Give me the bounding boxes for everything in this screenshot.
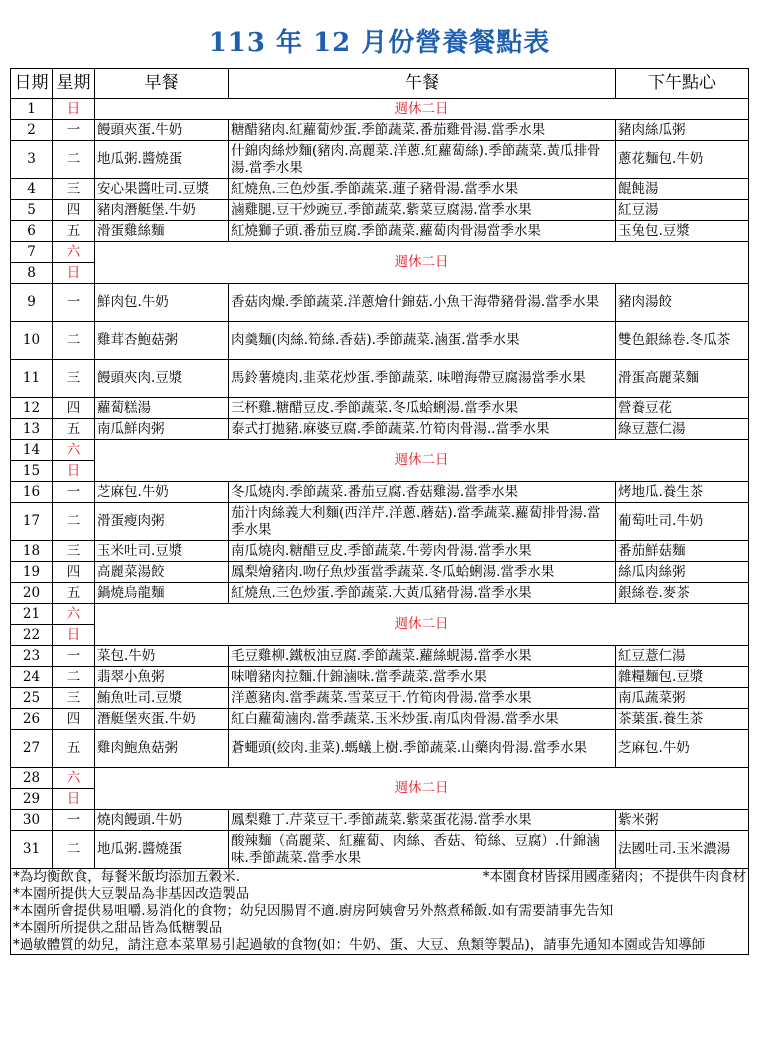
holiday-cell: 週休二日: [95, 604, 749, 646]
weekday-cell: 二: [53, 322, 95, 360]
table-row: [11, 646, 749, 667]
table-row: [11, 667, 749, 688]
date-cell: 6: [11, 221, 53, 242]
table-row: [11, 179, 749, 200]
table-row: [11, 583, 749, 604]
weekday-cell: 二: [53, 831, 95, 869]
breakfast-cell: 地瓜粥.醬燒蛋: [95, 141, 229, 179]
weekday-cell: 二: [53, 141, 95, 179]
table-row: [11, 221, 749, 242]
weekday-cell: 六: [53, 768, 95, 789]
weekday-cell: 一: [53, 120, 95, 141]
weekday-cell: 一: [53, 646, 95, 667]
table-row: [11, 360, 749, 398]
date-cell: 30: [11, 810, 53, 831]
snack-cell: 葡萄吐司.牛奶: [616, 503, 749, 541]
breakfast-cell: 滑蛋瘦肉粥: [95, 503, 229, 541]
lunch-cell: 泰式打拋豬.麻婆豆腐.季節蔬菜.竹筍肉骨湯..當季水果: [229, 419, 616, 440]
breakfast-cell: 鮮肉包.牛奶: [95, 284, 229, 322]
breakfast-cell: 地瓜粥.醬燒蛋: [95, 831, 229, 869]
date-cell: 7: [11, 242, 53, 263]
lunch-cell: 味噌豬肉拉麵.什錦滷味.當季蔬菜.當季水果: [229, 667, 616, 688]
table-row: [11, 322, 749, 360]
breakfast-cell: 安心果醬吐司.豆漿: [95, 179, 229, 200]
weekday-cell: 六: [53, 440, 95, 461]
table-row: [11, 541, 749, 562]
lunch-cell: 茄汁肉絲義大利麵(西洋芹.洋蔥.蘑菇).當季蔬菜.蘿蔔排骨湯.當季水果: [229, 503, 616, 541]
lunch-cell: 酸辣麵（高麗菜、紅蘿蔔、肉絲、香菇、筍絲、豆腐）.什錦滷味.季節蔬菜.當季水果: [229, 831, 616, 869]
breakfast-cell: 饅頭夾肉.豆漿: [95, 360, 229, 398]
date-cell: 26: [11, 709, 53, 730]
breakfast-cell: 蘿蔔糕湯: [95, 398, 229, 419]
breakfast-cell: 南瓜鮮肉粥: [95, 419, 229, 440]
table-row: [11, 242, 749, 263]
weekday-cell: 五: [53, 221, 95, 242]
breakfast-cell: 雞茸杏鮑菇粥: [95, 322, 229, 360]
lunch-cell: 糖醋豬肉.紅蘿蔔炒蛋.季節蔬菜.番茄雞骨湯.當季水果: [229, 120, 616, 141]
header-snack: 下午點心: [616, 69, 749, 99]
breakfast-cell: 翡翠小魚粥: [95, 667, 229, 688]
lunch-cell: 洋蔥豬肉.當季蔬菜.雪菜豆干.竹筍肉骨湯.當季水果: [229, 688, 616, 709]
lunch-cell: 鳳梨燴豬肉.吻仔魚炒蛋當季蔬菜.冬瓜蛤蜊湯.當季水果: [229, 562, 616, 583]
weekday-cell: 六: [53, 242, 95, 263]
lunch-cell: 毛豆雞柳.鐵板油豆腐.季節蔬菜.蘿絲蜆湯.當季水果: [229, 646, 616, 667]
table-row: [11, 562, 749, 583]
weekday-cell: 四: [53, 200, 95, 221]
note-5: *過敏體質的幼兒，請注意本菜單易引起過敏的食物(如：牛奶、蛋、大豆、魚類等製品)，請事先通知本園或告知導師: [13, 937, 706, 953]
date-cell: 28: [11, 768, 53, 789]
lunch-cell: 肉羹麵(肉絲.筍絲.香菇).季節蔬菜.滷蛋.當季水果: [229, 322, 616, 360]
weekday-cell: 二: [53, 667, 95, 688]
date-cell: 17: [11, 503, 53, 541]
weekday-cell: 一: [53, 482, 95, 503]
snack-cell: 豬肉湯餃: [616, 284, 749, 322]
breakfast-cell: 鍋燒烏龍麵: [95, 583, 229, 604]
lunch-cell: 紅燒魚.三色炒蛋.季節蔬菜.蓮子豬骨湯.當季水果: [229, 179, 616, 200]
note-2: *本園所提供大豆製品為非基因改造製品: [13, 886, 250, 902]
lunch-cell: 香菇肉燥.季節蔬菜.洋蔥燴什錦菇.小魚干海帶豬骨湯.當季水果: [229, 284, 616, 322]
snack-cell: 南瓜蔬菜粥: [616, 688, 749, 709]
weekday-cell: 日: [53, 461, 95, 482]
holiday-cell: 週休二日: [95, 768, 749, 810]
table-row: [11, 730, 749, 768]
date-cell: 15: [11, 461, 53, 482]
note-1: *為均衡飲食，每餐米飯均添加五穀米.: [13, 869, 241, 885]
weekday-cell: 日: [53, 99, 95, 120]
notes-cell: [11, 869, 749, 955]
lunch-cell: 什錦肉絲炒麵(豬肉.高麗菜.洋蔥.紅蘿蔔絲).季節蔬菜.黃瓜排骨湯.當季水果: [229, 141, 616, 179]
weekday-cell: 日: [53, 789, 95, 810]
breakfast-cell: 饅頭夾蛋.牛奶: [95, 120, 229, 141]
date-cell: 9: [11, 284, 53, 322]
date-cell: 14: [11, 440, 53, 461]
weekday-cell: 三: [53, 179, 95, 200]
breakfast-cell: 菜包.牛奶: [95, 646, 229, 667]
snack-cell: 綠豆薏仁湯: [616, 419, 749, 440]
lunch-cell: 鳳梨雞丁.芹菜豆干.季節蔬菜.紫菜蛋花湯.當季水果: [229, 810, 616, 831]
snack-cell: 絲瓜肉絲粥: [616, 562, 749, 583]
snack-cell: 法國吐司.玉米濃湯: [616, 831, 749, 869]
date-cell: 25: [11, 688, 53, 709]
date-cell: 12: [11, 398, 53, 419]
date-cell: 20: [11, 583, 53, 604]
lunch-cell: 滷雞腿.豆干炒豌豆.季節蔬菜.紫菜豆腐湯.當季水果: [229, 200, 616, 221]
breakfast-cell: 高麗菜湯餃: [95, 562, 229, 583]
note-1-right: *本園食材皆採用國產豬肉；不提供牛肉食材: [482, 869, 746, 885]
snack-cell: 玉兔包.豆漿: [616, 221, 749, 242]
date-cell: 31: [11, 831, 53, 869]
date-cell: 18: [11, 541, 53, 562]
table-row: [11, 284, 749, 322]
table-row: [11, 200, 749, 221]
lunch-cell: 紅燒魚.三色炒蛋.季節蔬菜.大黃瓜豬骨湯.當季水果: [229, 583, 616, 604]
weekday-cell: 三: [53, 360, 95, 398]
date-cell: 24: [11, 667, 53, 688]
notes-row: [11, 869, 749, 955]
table-row: [11, 810, 749, 831]
weekday-cell: 四: [53, 562, 95, 583]
weekday-cell: 日: [53, 263, 95, 284]
table-row: [11, 141, 749, 179]
snack-cell: 銀絲卷.麥茶: [616, 583, 749, 604]
date-cell: 5: [11, 200, 53, 221]
snack-cell: 雙色銀絲卷.冬瓜茶: [616, 322, 749, 360]
date-cell: 16: [11, 482, 53, 503]
lunch-cell: 紅燒獅子頭.番茄豆腐.季節蔬菜.蘿蔔肉骨湯當季水果: [229, 221, 616, 242]
header-breakfast: 早餐: [95, 69, 229, 99]
header-date: 日期: [11, 69, 53, 99]
date-cell: 2: [11, 120, 53, 141]
snack-cell: 豬肉絲瓜粥: [616, 120, 749, 141]
lunch-cell: 蒼蠅頭(絞肉.韭菜).螞蟻上樹.季節蔬菜.山藥肉骨湯.當季水果: [229, 730, 616, 768]
breakfast-cell: 滑蛋雞絲麵: [95, 221, 229, 242]
header-lunch: 午餐: [229, 69, 616, 99]
lunch-cell: 冬瓜燒肉.季節蔬菜.番茄豆腐.香菇雞湯.當季水果: [229, 482, 616, 503]
weekday-cell: 四: [53, 398, 95, 419]
table-row: [11, 768, 749, 789]
weekday-cell: 四: [53, 709, 95, 730]
weekday-cell: 一: [53, 284, 95, 322]
date-cell: 3: [11, 141, 53, 179]
weekday-cell: 五: [53, 583, 95, 604]
table-row: [11, 398, 749, 419]
table-row: [11, 120, 749, 141]
breakfast-cell: 豬肉潛艇堡.牛奶: [95, 200, 229, 221]
date-cell: 27: [11, 730, 53, 768]
table-row: [11, 688, 749, 709]
holiday-cell: 週休二日: [95, 99, 749, 120]
date-cell: 8: [11, 263, 53, 284]
date-cell: 4: [11, 179, 53, 200]
note-4: *本園所所提供之甜品皆為低糖製品: [13, 920, 223, 936]
date-cell: 11: [11, 360, 53, 398]
snack-cell: 紅豆湯: [616, 200, 749, 221]
table-row: [11, 419, 749, 440]
breakfast-cell: 雞肉鮑魚菇粥: [95, 730, 229, 768]
weekday-cell: 三: [53, 541, 95, 562]
date-cell: 21: [11, 604, 53, 625]
snack-cell: 雜糧麵包.豆漿: [616, 667, 749, 688]
date-cell: 13: [11, 419, 53, 440]
page-title: 113 年 12 月份營養餐點表: [208, 28, 551, 58]
snack-cell: 餛飩湯: [616, 179, 749, 200]
breakfast-cell: 鮪魚吐司.豆漿: [95, 688, 229, 709]
date-cell: 1: [11, 99, 53, 120]
table-row: [11, 604, 749, 625]
table-row: [11, 482, 749, 503]
lunch-cell: 三杯雞.糖醋豆皮.季節蔬菜.冬瓜蛤蜊湯.當季水果: [229, 398, 616, 419]
header-weekday: 星期: [53, 69, 95, 99]
breakfast-cell: 潛艇堡夾蛋.牛奶: [95, 709, 229, 730]
snack-cell: 紅豆薏仁湯: [616, 646, 749, 667]
table-row: [11, 440, 749, 461]
weekday-cell: 日: [53, 625, 95, 646]
lunch-cell: 南瓜燒肉.糖醋豆皮.季節蔬菜.牛蒡肉骨湯.當季水果: [229, 541, 616, 562]
holiday-cell: 週休二日: [95, 242, 749, 284]
snack-cell: 番茄鮮菇麵: [616, 541, 749, 562]
table-row: [11, 503, 749, 541]
date-cell: 19: [11, 562, 53, 583]
weekday-cell: 三: [53, 688, 95, 709]
snack-cell: 紫米粥: [616, 810, 749, 831]
snack-cell: 烤地瓜.養生茶: [616, 482, 749, 503]
breakfast-cell: 燒肉饅頭.牛奶: [95, 810, 229, 831]
lunch-cell: 紅白蘿蔔滷肉.當季蔬菜.玉米炒蛋.南瓜肉骨湯.當季水果: [229, 709, 616, 730]
breakfast-cell: 芝麻包.牛奶: [95, 482, 229, 503]
weekday-cell: 一: [53, 810, 95, 831]
table-row: [11, 99, 749, 120]
table-row: [11, 709, 749, 730]
weekday-cell: 五: [53, 419, 95, 440]
snack-cell: 滑蛋高麗菜麵: [616, 360, 749, 398]
table-row: [11, 831, 749, 869]
lunch-cell: 馬鈴薯燒肉.韭菜花炒蛋.季節蔬菜. 味噌海帶豆腐湯當季水果: [229, 360, 616, 398]
date-cell: 22: [11, 625, 53, 646]
header-row: [11, 69, 749, 99]
holiday-cell: 週休二日: [95, 440, 749, 482]
breakfast-cell: 玉米吐司.豆漿: [95, 541, 229, 562]
weekday-cell: 五: [53, 730, 95, 768]
snack-cell: 芝麻包.牛奶: [616, 730, 749, 768]
date-cell: 29: [11, 789, 53, 810]
menu-table: [10, 68, 749, 955]
date-cell: 23: [11, 646, 53, 667]
snack-cell: 蔥花麵包.牛奶: [616, 141, 749, 179]
date-cell: 10: [11, 322, 53, 360]
snack-cell: 茶葉蛋.養生茶: [616, 709, 749, 730]
snack-cell: 營養豆花: [616, 398, 749, 419]
note-3: *本園所會提供易咀嚼.易消化的食物；幼兒因腸胃不適.廚房阿姨會另外熬煮稀飯.如有需要請事先告知: [13, 903, 614, 919]
weekday-cell: 六: [53, 604, 95, 625]
weekday-cell: 二: [53, 503, 95, 541]
